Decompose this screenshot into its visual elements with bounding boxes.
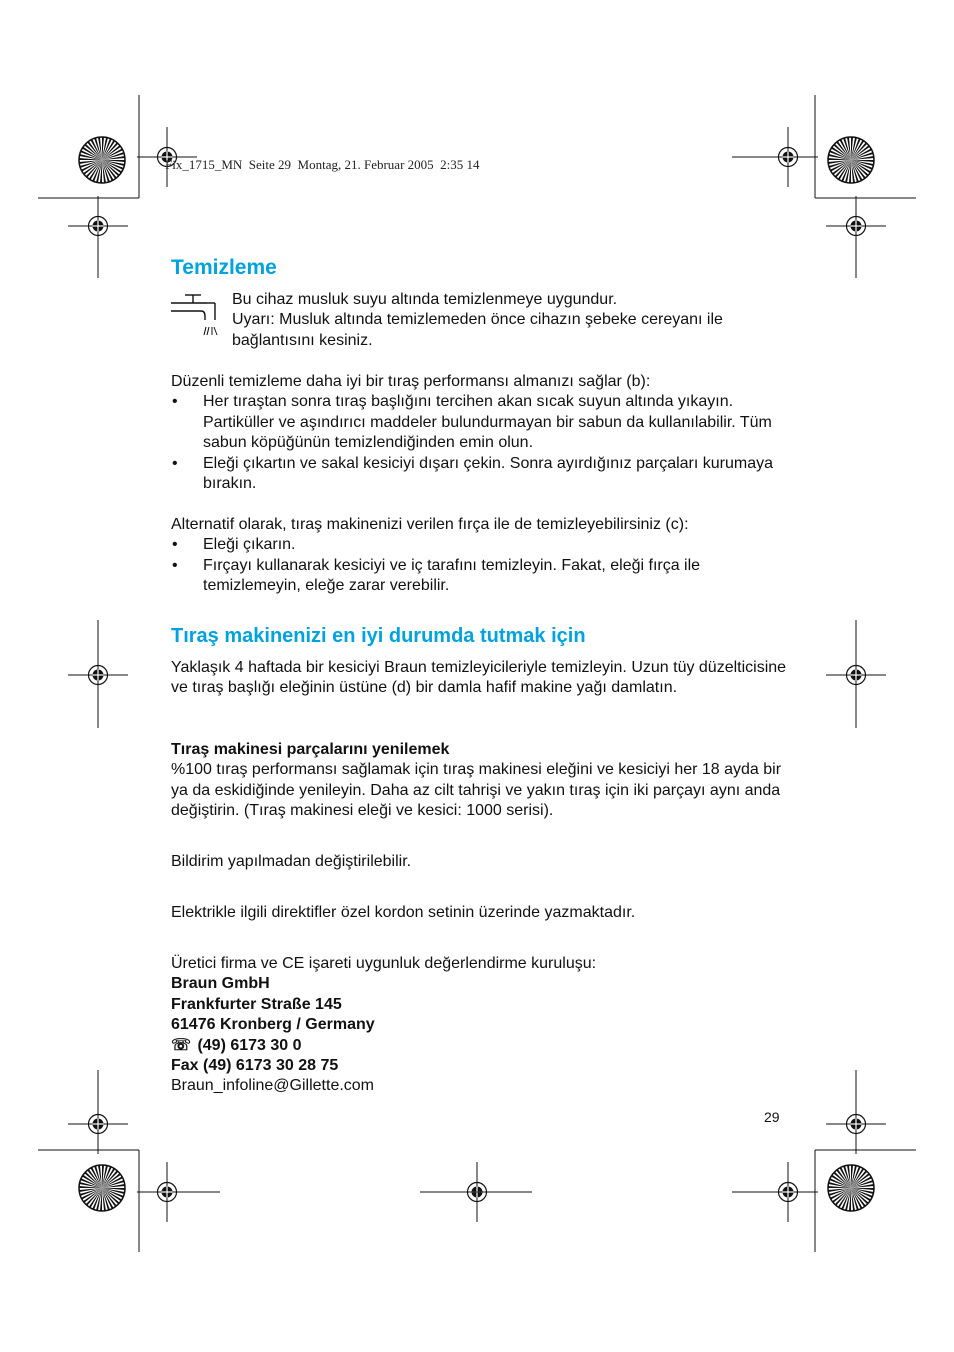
- maintenance-paragraph: [171, 658, 791, 699]
- company-name: Braun GmbH: [171, 975, 270, 993]
- phone-line: [171, 1036, 791, 1056]
- list-item: • Eleği çıkartın ve sakal kesiciyi dışarı çekin. Sonra ayırdığınız parçaları kurumaya bırakın.: [171, 454, 791, 495]
- registration-mark-icon: [68, 196, 128, 256]
- registration-mark-icon: [826, 645, 886, 705]
- manufacturer-intro: Üretici firma ve CE işareti uygunluk değerlendirme kuruluşu:: [171, 955, 597, 972]
- registration-mark-icon: [826, 196, 886, 256]
- warning-line: Bu cihaz musluk suyu altında temizlenmeye uygundur.: [232, 291, 618, 308]
- print-slug: Fix_1715_MN Seite 29 Montag, 21. Februar 2005 2:35 14: [165, 157, 480, 172]
- registration-mark-icon: [137, 1162, 197, 1222]
- page-number: 29: [764, 1109, 780, 1125]
- city-address: 61476 Kronberg / Germany: [171, 1016, 375, 1034]
- paragraph: Yaklaşık 4 haftada bir kesiciyi Braun temizleyicileriyle temizleyin. Uzun tüy düzelticisine ve tıraş başlığı eleğinin üstüne (d) bir damla hafif makine yağı damlatın.: [171, 659, 787, 697]
- list-item: • Eleği çıkarın.: [171, 535, 791, 555]
- notice-change: [171, 852, 791, 872]
- bullet-list: [171, 392, 791, 494]
- notice-electric: [171, 903, 791, 923]
- manufacturer-block: [171, 954, 791, 1097]
- paragraph: Elektrikle ilgili direktifler özel kordon setinin üzerinde yazmaktadır.: [171, 904, 636, 921]
- faucet-icon: [171, 293, 221, 339]
- fax-line: Fax (49) 6173 30 28 75: [171, 1057, 339, 1075]
- email-address[interactable]: Braun_infoline@Gillette.com: [171, 1077, 375, 1095]
- registration-mark-icon: [826, 1094, 886, 1154]
- warning-line: bağlantısını kesiniz.: [232, 331, 373, 349]
- section-title-cleaning: Temizleme: [171, 256, 277, 279]
- warning-text: [232, 290, 802, 351]
- starburst-target-icon: [79, 1165, 125, 1211]
- cleaning-block-2: [171, 515, 791, 597]
- registration-mark-icon: [68, 645, 128, 705]
- registration-mark-icon: [68, 1094, 128, 1154]
- starburst-target-icon: [828, 137, 874, 183]
- replacement-block: [171, 740, 791, 822]
- street-address: Frankfurter Straße 145: [171, 995, 342, 1013]
- bullet-list: [171, 535, 791, 596]
- registration-mark-icon: [758, 1162, 818, 1222]
- section-title-maintenance: Tıraş makinenizi en iyi durumda tutmak için: [171, 625, 586, 647]
- phone-icon: ☏: [171, 1036, 192, 1054]
- paragraph: Düzenli temizleme daha iyi bir tıraş performansı almanızı sağlar (b):: [171, 373, 651, 390]
- registration-mark-icon: [758, 127, 818, 187]
- paragraph: Alternatif olarak, tıraş makinenizi verilen fırça ile de temizleyebilirsiniz (c):: [171, 516, 689, 533]
- starburst-target-icon: [828, 1165, 874, 1211]
- subheading: Tıraş makinesi parçalarını yenilemek: [171, 741, 450, 758]
- starburst-target-icon: [79, 137, 125, 183]
- list-item: • Fırçayı kullanarak kesiciyi ve iç tarafını temizleyin. Fakat, eleği fırça ile temizlemeyin, eleğe zarar verebilir.: [171, 556, 791, 597]
- warning-line: Uyarı: Musluk altında temizlemeden önce cihazın şebeke cereyanı ile: [232, 311, 723, 329]
- paragraph: %100 tıraş performansı sağlamak için tıraş makinesi eleğini ve kesiciyi her 18 ayda bir ya da eskidiğinde yenileyin. Daha az cilt tahrişi ve yakın tıraş için iki parçayı aynı anda değiştirin. (Tıraş makinesi eleği ve kesici: 1000 serisi).: [171, 761, 782, 820]
- paragraph: Bildirim yapılmadan değiştirilebilir.: [171, 853, 412, 870]
- cleaning-block-1: [171, 372, 791, 494]
- list-item: • Her tıraştan sonra tıraş başlığını tercihen akan sıcak suyun altında yıkayın. Partiküller ve aşındırıcı maddeler bulundurmayan bir sabun da kullanılabilir. Tüm sabun köpüğünün temizlendiğinden emin olun.: [171, 392, 791, 453]
- phone-number: (49) 6173 30 0: [197, 1036, 302, 1054]
